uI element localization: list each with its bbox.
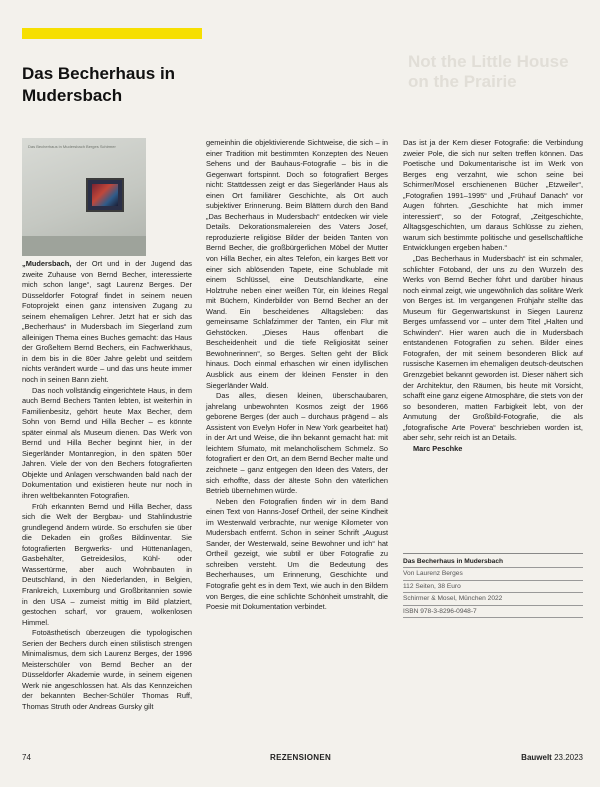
page-number: 74 (22, 753, 31, 762)
column-3 (403, 138, 583, 454)
lead-word: „Mudersbach, (22, 259, 72, 268)
show-through-title: Not the Little House on the Prairie (408, 52, 569, 91)
paragraph: gemeinhin die objektivierende Sichtweise, die sich – in einer Tradition mit bestimmten Konzepten des Neuen Sehens und der Bauhaus-Fotografie – bis in die Gegenwart fortspinnt. Doch so fotografiert Berges nicht: Stattdessen zeigt er das Siegerländer Haus als einen Ort familiärer Geschichte, als Ort auch subjektiver Erinnerung. Beim Blättern durch den Band „Das Becherhaus in Mudersbach“ entdecken wir viele Details. Dekorationsmalereien des Vaters Josef, reproduzierte religiöse Bilder der beiden Tanten von Bernd Becher, die großbürgerlichen Möbel der Mutter von Hilla Becher, ein altes Telefon, ein karges Bett vor einer sich ablösenden Tapete, eine Schublade mit einem Schlüssel, eine Deutschlandkarte, eine Holztruhe neben einer weißen Tür, ein kleines Regal mit Büchern, Kinderbilder von Bernd Becher an der Wand. Ein bescheidenes Alltagsleben: das gemeinsame Schlafzimmer der Tanten, ein Flur mit Gehstöcken. „Dieses Haus offenbart die Bescheidenheit und die tiefe Religiosität seiner Bewohnerinnen“, so Berges. Selten geht der Blick hinaus. Doch einmal erhaschen wir einen idyllischen Ausblick aus einem der kleinen Fenster in den Siegerländer Wald. (206, 138, 388, 390)
book-pages-price: 112 Seiten, 38 Euro (403, 581, 583, 593)
paragraph: „Das Becherhaus in Mudersbach“ ist ein schmaler, schlichter Fotoband, der uns zu den Wurzeln des Werks von Bernd Becher führt und darüber hinaus noch einmal zeigt, wie ungewöhnlich das solitäre Werk von Berges ist. Im vergangenen Frühjahr stellte das Museum für Gegenwartskunst in Siegen Laurenz Berges umfassend vor – unter dem Titel „Halten und Schwinden“. Hier waren auch die in Mudersbach entstandenen Fotografien zu sehen. Bilder eines Fotografen, der mit seinem besonderen Blick auf russische Kasernen im ehemaligen deutsch-deutschen Grenzgebiet bekannt geworden ist. Dieser nähert sich der Architektur, den Räumen, bis heute mit Vorsicht, schafft eine ganz eigene Atmosphäre, die stets von der so besonderen, matten Farbigkeit lebt, von der Anmutung der Großbild-Fotografie, die als „fotografische Arte Povera“ beschrieben worden ist, aber sehr, sehr reich ist an Details. (403, 254, 583, 443)
article-photo (22, 138, 146, 256)
book-publisher: Schirmer & Mosel, München 2022 (403, 593, 583, 605)
framed-picture-image (86, 178, 124, 212)
author-name: Marc Peschke (413, 443, 463, 453)
section-name: REZENSIONEN (270, 753, 332, 762)
paragraph: Fotoästhetisch überzeugen die typologischen Serien der Bechers durch einen stilistisch strengen Minimalismus, dem sich Laurenz Berges, der 1996 Meisterschüler von Bernd Becher an der Düsseldorfer Akademie wurde, in seinem eigenen Werk nie angeschlossen hat. Als das Kennzeichen der bekannten Becher-Schüler Thomas Ruff, Thomas Struth oder Andreas Gursky gilt (22, 628, 192, 711)
issue-number: 23.2023 (554, 753, 583, 762)
paragraph: Das alles, diesen kleinen, überschaubaren, jahrelang unbewohnten Kosmos zeigt der 1966 geborene Berges (der auch – durchaus prägend – als Assistent von Evelyn Hofer in New York gearbeitet hat) in der Art und Weise, die ihn bekannt gemacht hat: mit leichtem Sfumato, mit melancholischem Schmelz. So fotografiert er den Ort, an dem Bernd Becher malte und zeichnete – ganz entgegen den Ideen des Vaters, der sich erhoffte, dass der älteste Sohn den väterlichen Betrieb übernehmen würde. (206, 391, 388, 496)
paragraph-text: der Ort und in der Jugend das zweite Zuhause von Bernd Becher, interessierte mich schon lange“, sagt Laurenz Berges. Der Düsseldorfer Fotograf findet in seinem neuen Fotoprojekt einen ganz intensiven Zugang zu seinem ehemaligen Lehrer. Jetzt hat er sich das „Becherhaus“ in Mudersbach im Siegerland zum alleinigen Thema eines Buches gemacht: das Haus der Großeltern Bernd Bechers, ein Fachwerkhaus, in dem bis in die 80er Jahre gelebt und seitdem nichts verändert wurde – und das uns heute immer noch in seinen Bann zieht. (22, 259, 192, 385)
paragraph: Neben den Fotografien finden wir in dem Band einen Text von Hanns-Josef Ortheil, der seine Kindheit im Westerwald verbrachte, nur wenige Kilometer von Mudersbach entfernt. Schon in seiner Schrift „August Sander, der Westerwald, seine Bewohner und ich“ hat Ortheil gezeigt, wie subtil er über Fotografie zu schreiben versteht. Um die Bedeutung des Becherhauses, um Erinnerung, Geschichte und Fotografie geht es in dem Text, wie auch in den Bildern von Berges, die eine schlichte Schönheit umstrahlt, die Poesie mit Dokumentation verbindet. (206, 496, 388, 612)
column-1 (22, 138, 192, 713)
paragraph: Früh erkannten Bernd und Hilla Becher, dass sich die Welt der Bergbau- und Stahlindustrie grundlegend ändern würde. So erschufen sie über die Dekaden ein großes Bildinventar. Sie fotografierten Bergwerks- und Hüttenanlagen, Gasbehälter, Getreidesilos, Kühl- oder Wassertürme, aber auch Wohnbauten in Deutschland, in den Niederlanden, in Belgien, Frankreich, Luxemburg und Großbritannien sowie in den USA – zumeist mittig im Bild platziert, gestochen scharf, vor grauem, wolkenlosen Himmel. (22, 501, 192, 627)
article-title: Das Becherhaus in Mudersbach (22, 64, 176, 106)
paragraph: Das noch vollständig eingerichtete Haus, in dem auch Bernd Bechers Tanten lebten, ist weiterhin in Familienbesitz, gehört heute Max Becher, dem Sohn von Bernd und Hilla Becher – es könnte später einmal als Museum dienen. Das Werk von Bernd und Hilla Becher beginnt hier, in der Siegerländer Montanregion, in den späten 50er Jahren. Viele der von den Bechers fotografierten Objekte und Anlagen verschwanden bald nach der Dokumentation und existieren heute nur noch in ihren weltbekannten Fotografien. (22, 385, 192, 501)
accent-bar (22, 28, 202, 39)
photo-caption: Das Becherhaus in Mudersbach Berges Schirmer (28, 144, 116, 149)
book-isbn: ISBN 978-3-8296-0948-7 (403, 606, 583, 618)
column-2 (206, 138, 388, 613)
magazine-issue (521, 753, 583, 762)
book-info-box (403, 553, 583, 618)
book-author: Von Laurenz Berges (403, 568, 583, 580)
book-title: Das Becherhaus in Mudersbach (403, 554, 583, 568)
magazine-name: Bauwelt (521, 753, 552, 762)
paragraph: Das ist ja der Kern dieser Fotografie: die Verbindung zweier Pole, die sich nur selten treffen können. Das Poetische und Dokumentarische ist im Werk von Berges eng verzahnt, wie schon seine bei Schirmer/Mosel erschienenen Bücher „Etzweiler“, „Fotografien 1991–1995“ und „Frühauf Danach“ vor Augen führten. „Geschichte hat mich immer interessiert“, so der Fotograf, „Zeitgeschichte, Alltagsgeschichten, um daraus Schlüsse zu ziehen, warum sich bestimmte politische und gesellschaftliche Entwicklungen ergeben haben.“ (403, 138, 583, 253)
